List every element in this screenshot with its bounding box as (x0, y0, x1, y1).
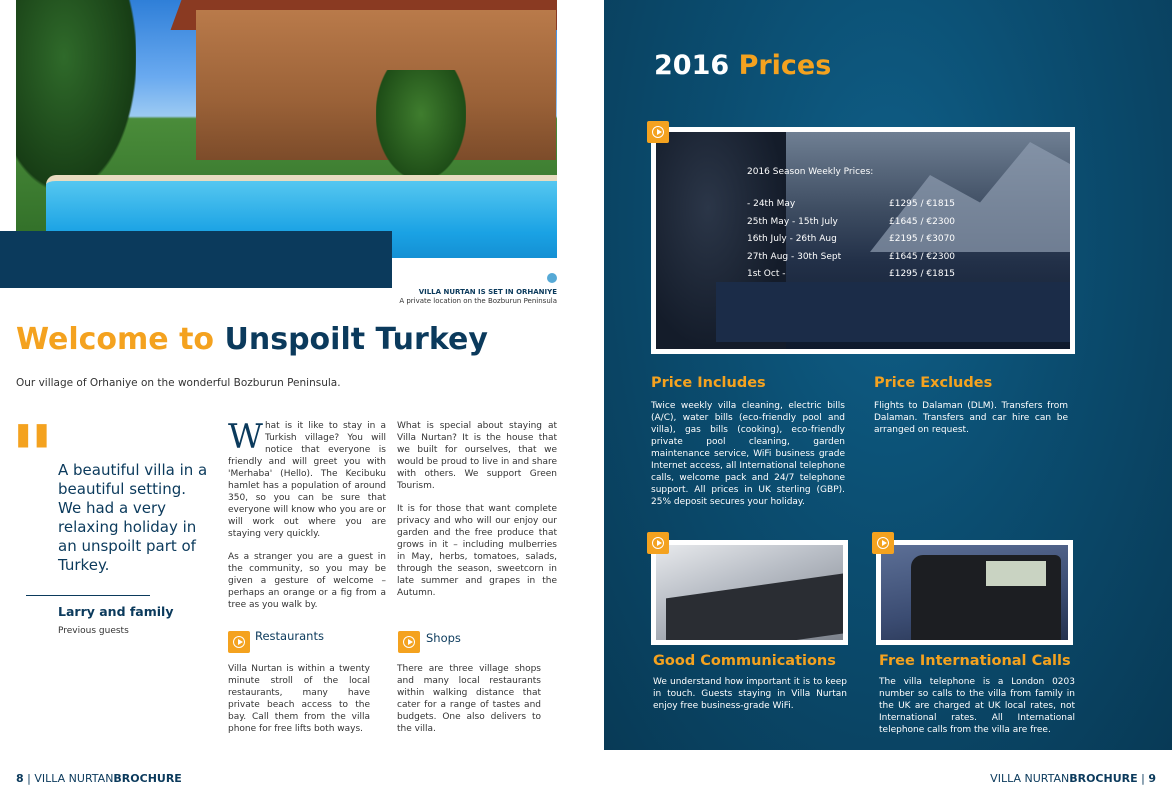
page-title (16, 322, 488, 357)
drop-cap: W (228, 417, 263, 457)
laptop-photo (656, 545, 843, 640)
price-table (747, 167, 969, 287)
testimonial-role: Previous guests (58, 626, 129, 636)
paragraph (228, 417, 386, 540)
includes-heading: Price Includes (651, 375, 766, 391)
prices-title (654, 50, 831, 81)
play-icon (398, 631, 420, 653)
price-dates: 1st Oct - (747, 269, 786, 279)
calls-heading: Free International Calls (879, 653, 1071, 669)
photo-caption-subtitle: A private location on the Bozburun Peninsula (399, 297, 557, 305)
page-number: 8 (16, 772, 24, 785)
prices-title-light: 2016 (654, 50, 730, 81)
footer-right (990, 772, 1156, 785)
footer-brand: BROCHURE (1069, 772, 1138, 785)
prices-photo-frame (651, 127, 1075, 354)
footer-name: VILLA NURTAN (34, 772, 114, 785)
excludes-text: Flights to Dalaman (DLM). Transfers from Dalaman. Transfers and car hire can be arranged on request. (874, 401, 1068, 435)
prices-title-bold: Prices (738, 50, 832, 81)
paragraph-text: hat is it like to stay in a Turkish village? You will notice that everyone is friendly and will greet you with 'Merhaba' (Hello). The Kecibuku hamlet has a population of around 350, so you can be sure that everyone will know who you are or will work out where you are staying very quickly. (228, 421, 386, 539)
palm-tree (16, 0, 136, 190)
page-number: 9 (1148, 772, 1156, 785)
excludes-heading: Price Excludes (874, 375, 993, 391)
paragraph: What is special about staying at Villa Nurtan? It is the house that we built for ourselves, that we would be proud to live in and share with others. We support Green Tourism. (397, 421, 557, 491)
restaurants-heading: Restaurants (255, 629, 324, 643)
restaurants-text: Villa Nurtan is within a twenty minute stroll of the local restaurants, many have private beach access to the bay. Call them from the villa phone for free lifts both ways. (228, 664, 370, 734)
hero-accent-band (0, 231, 392, 288)
pool-silhouette (716, 282, 1070, 342)
communications-text: We understand how important it is to keep in touch. Guests staying in Villa Nurtan enjoy free business-grade WiFi. (653, 677, 847, 711)
title-light: Welcome to (16, 322, 215, 357)
testimonial-quote: A beautiful villa in a beautiful setting. We had a very relaxing holiday in an unspoilt part of Turkey. (58, 461, 208, 574)
villa-pool-photo (16, 0, 557, 258)
article-column-2 (397, 420, 557, 610)
photo-caption-title: VILLA NURTAN IS SET IN ORHANIYE (418, 288, 557, 296)
title-bold: Unspoilt Turkey (224, 322, 488, 357)
garden-tree (376, 70, 466, 180)
footer-brand: BROCHURE (113, 772, 182, 785)
testimonial-author: Larry and family (58, 604, 174, 619)
paragraph: It is for those that want complete privacy and who will our enjoy our garden and the free produce that grows in it – including mulberries in May, herbs, tomatoes, salads, through the season, sweetcorn in late summer and grapes in the Autumn. (397, 504, 557, 598)
price-dates: - 24th May (747, 199, 796, 209)
play-icon (872, 532, 894, 554)
price-table-heading: 2016 Season Weekly Prices: (747, 167, 874, 177)
price-value: £1295 / €1815 (889, 199, 956, 209)
price-value: £2195 / €3070 (889, 234, 956, 244)
prices-photo (656, 132, 1070, 349)
play-icon (228, 631, 250, 653)
price-dates: 25th May - 15th July (747, 216, 838, 227)
price-value: £1295 / €1815 (889, 269, 956, 279)
communications-heading: Good Communications (653, 653, 836, 669)
paragraph: As a stranger you are a guest in the community, so you may be given a gesture of welcome – perhaps an orange or a fig from a tree as you walk by. (228, 552, 386, 610)
shops-text: There are three village shops and many local restaurants within walking distance that cater for a range of tastes and budgets. One also delivers to the villa. (397, 664, 541, 734)
price-row (747, 269, 969, 287)
shops-heading: Shops (426, 631, 461, 645)
quote-divider (26, 595, 150, 596)
includes-text: Twice weekly villa cleaning, electric bills (A/C), water bills (eco-friendly pool and villa), gas bills (cooking), eco-friendly private pool cleaning, garden maintenance service, WiFi business grade Internet access, all International telephone calls, welcome pack and 24/7 telephone support. All prices in UK sterling (GBP). 25% deposit secures your holiday. (651, 401, 845, 507)
play-icon (647, 121, 669, 143)
price-row (747, 217, 969, 235)
price-row (747, 199, 969, 217)
article-column-1 (228, 417, 386, 622)
footer-separator: | (1141, 772, 1145, 785)
laptop-keyboard (666, 572, 843, 640)
price-row (747, 234, 969, 252)
price-value: £1645 / €2300 (889, 251, 956, 262)
price-row (747, 252, 969, 270)
intro-text: Our village of Orhaniye on the wonderful Bozburun Peninsula. (16, 377, 341, 389)
price-value: £1645 / €2300 (889, 216, 956, 227)
telephone-photo-frame (876, 540, 1073, 645)
quote-mark-icon: " (10, 407, 55, 508)
laptop-photo-frame (651, 540, 848, 645)
price-dates: 27th Aug - 30th Sept (747, 251, 842, 262)
calls-text: The villa telephone is a London 0203 number so calls to the villa from family in the UK are charged at UK local rates, not International rates. All International telephone calls from the villa are free. (879, 677, 1075, 735)
phone-screen (986, 561, 1046, 586)
play-icon (647, 532, 669, 554)
footer-separator: | (27, 772, 31, 785)
footer-name: VILLA NURTAN (990, 772, 1070, 785)
price-dates: 16th July - 26th Aug (747, 234, 837, 244)
telephone-photo (881, 545, 1068, 640)
right-page (604, 0, 1172, 750)
footer-left (16, 772, 182, 785)
pin-icon (547, 273, 557, 283)
